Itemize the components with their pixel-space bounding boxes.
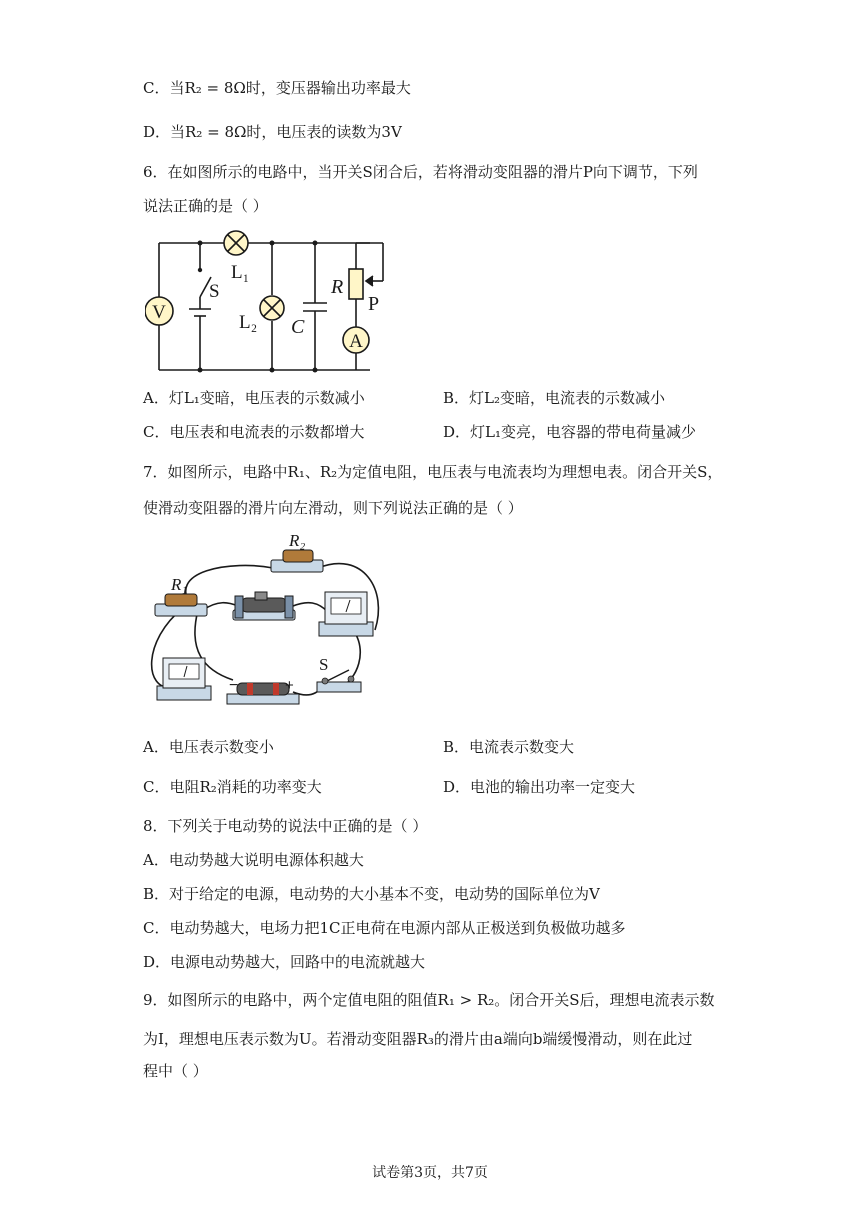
q9-stem-line2: 为I，理想电压表示数为U。若滑动变阻器R₃的滑片由a端向b端缓慢滑动，则在此过 — [143, 1030, 693, 1048]
switch-s-label: S — [319, 655, 329, 674]
q6-option-a: A．灯L₁变暗，电压表的示数减小 — [143, 389, 365, 407]
q7-option-d: D．电池的输出功率一定变大 — [443, 778, 636, 796]
r2-resistor — [271, 550, 323, 572]
lamp-l2-symbol — [260, 296, 284, 320]
q7-option-c: C．电阻R₂消耗的功率变大 — [143, 778, 322, 796]
q8-option-d: D．电源电动势越大，回路中的电流就越大 — [143, 953, 426, 971]
q8-option-b: B．对于给定的电源，电动势的大小基本不变，电动势的国际单位为V — [143, 885, 600, 903]
lamp-l1-symbol — [224, 231, 248, 255]
q6-stem-line2: 说法正确的是（ ） — [143, 197, 268, 215]
r1-resistor — [155, 594, 207, 616]
rheostat-device — [233, 592, 295, 620]
q7-stem-line1: 7．如图所示，电路中R₁、R₂为定值电阻，电压表与电流表均为理想电表。闭合开关S， — [143, 463, 723, 481]
capacitor-label: C — [291, 316, 305, 338]
q6-stem-line1: 6．在如图所示的电路中，当开关S闭合后，若将滑动变阻器的滑片P向下调节，下列 — [143, 163, 698, 181]
slider-label: P — [368, 293, 380, 315]
q6-circuit-diagram — [145, 225, 385, 380]
voltmeter-label: V — [152, 302, 166, 323]
battery-plus-label: + — [285, 677, 294, 694]
ammeter-label: A — [349, 331, 363, 352]
q5-option-d: D．当R₂ = 8Ω时，电压表的读数为3V — [143, 123, 402, 141]
q6-option-c: C．电压表和电流表的示数都增大 — [143, 423, 365, 441]
voltmeter-device — [157, 658, 211, 700]
q8-option-c: C．电动势越大，电场力把1C正电荷在电源内部从正极送到负极做功越多 — [143, 919, 626, 937]
lamp1-label: L₁ — [231, 262, 250, 283]
ammeter-device — [319, 592, 373, 636]
q6-option-d: D．灯L₁变亮，电容器的带电荷量减少 — [443, 423, 697, 441]
q8-option-a: A．电动势越大说明电源体积越大 — [143, 851, 364, 869]
resistor-label: R — [331, 276, 344, 298]
q7-option-b: B．电流表示数变大 — [443, 738, 575, 756]
q8-stem: 8．下列关于电动势的说法中正确的是（ ） — [143, 817, 428, 835]
r2-label: R₂ — [289, 531, 306, 550]
q7-circuit-photo — [143, 530, 383, 715]
q7-stem-line2: 使滑动变阻器的滑片向左滑动，则下列说法正确的是（ ） — [143, 499, 523, 517]
rheostat-symbol — [349, 269, 363, 299]
q5-option-c: C．当R₂ = 8Ω时，变压器输出功率最大 — [143, 79, 411, 97]
q7-option-a: A．电压表示数变小 — [143, 738, 274, 756]
page-footer: 试卷第3页，共7页 — [372, 1165, 488, 1181]
q9-stem-line1: 9．如图所示的电路中，两个定值电阻的阻值R₁ > R₂。闭合开关S后，理想电流表示数 — [143, 991, 715, 1009]
battery-minus-label: − — [229, 677, 239, 694]
lamp2-label: L₂ — [239, 312, 258, 333]
q9-stem-line3: 程中（ ） — [143, 1062, 208, 1080]
q6-option-b: B．灯L₂变暗，电流表的示数减小 — [443, 389, 665, 407]
r1-label: R₁ — [171, 575, 188, 594]
switch-label: S — [209, 281, 220, 302]
